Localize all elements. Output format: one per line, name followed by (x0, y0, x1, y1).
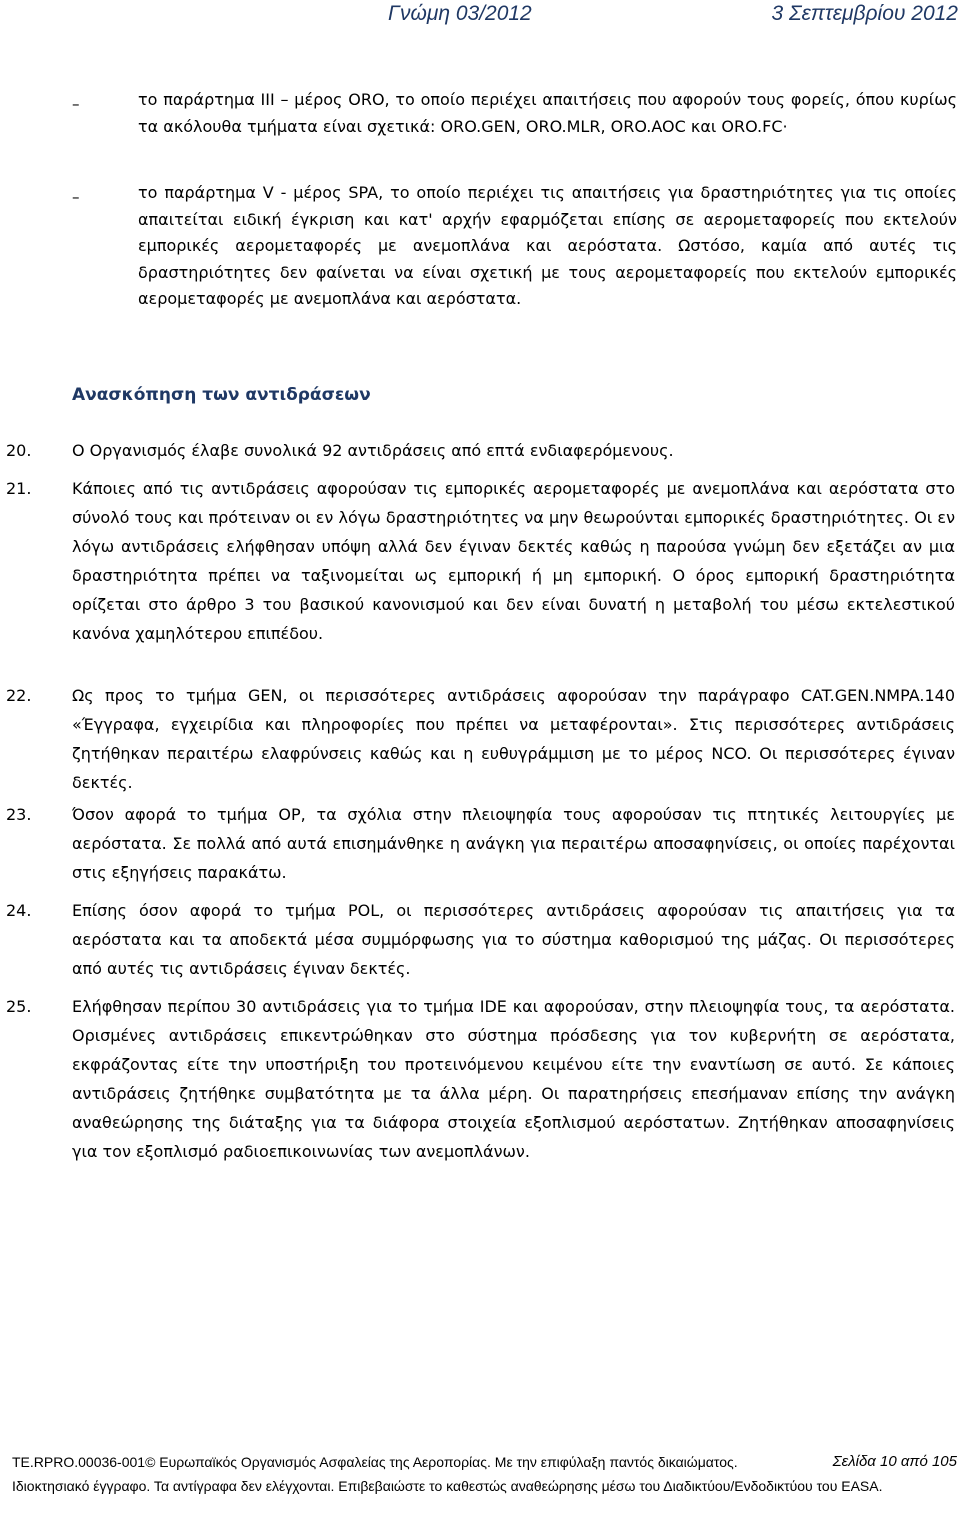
page-footer (12, 1452, 957, 1496)
paragraph-text: Επίσης όσον αφορά το τμήμα POL, οι περισσότερες αντιδράσεις αφορούσαν τις απαιτήσεις για τα αερόστατα και τα αποδεκτά μέσα συμμόρφωσης για το σύστημα καθορισμού της μάζας. Οι περισσότερες από αυτές τις αντιδράσεις έγιναν δεκτές. (72, 901, 956, 978)
paragraph-number: 24. (6, 901, 32, 920)
document-date: 3 Σεπτεμβρίου 2012 (771, 2, 958, 25)
footer-disclaimer: Ιδιοκτησιακό έγγραφο. Τα αντίγραφα δεν ελέγχονται. Επιβεβαιώστε το καθεστώς αναθεώρησης μέσω του Διαδικτύου/Ενδοδικτύου του EASA. (12, 1478, 883, 1494)
bullet-text: το παράρτημα III – μέρος ORO, το οποίο περιέχει απαιτήσεις που αφορούν τους φορείς, όπου κυρίως τα ακόλουθα τμήματα είναι σχετικά: ORO.GEN, ORO.MLR, ORO.AOC και ORO.FC· (138, 90, 957, 136)
page-header (0, 0, 960, 30)
paragraph-text: Όσον αφορά το τμήμα OP, τα σχόλια στην πλειοψηφία τους αφορούσαν τις πτητικές λειτουργίες με αερόστατα. Σε πολλά από αυτά επισημάνθηκε η ανάγκη για περαιτέρω αποσαφηνίσεις, οι οποίες παρέχονται στις εξηγήσεις παρακάτω. (72, 805, 955, 882)
bullet-item (72, 87, 957, 140)
footer-copyright: TE.RPRO.00036-001© Ευρωπαϊκός Οργανισμός Ασφαλείας της Αεροπορίας. Με την επιφύλαξη παντός δικαιώματος. (12, 1454, 738, 1470)
paragraph-number: 21. (6, 479, 32, 498)
dash-marker: – (72, 95, 80, 113)
numbered-paragraph (0, 436, 955, 465)
bullet-text: το παράρτημα V - μέρος SPA, το οποίο περιέχει τις απαιτήσεις για δραστηριότητες για τις οποίες απαιτείται ειδική έγκριση και κατ' αρχήν εφαρμόζεται επίσης σε αερομεταφορείς που εκτελούν εμπορικές αερομεταφορές με ανεμοπλάνα και αερόστατα. Ωστόσο, καμία από αυτές τις δραστηριότητες δεν φαίνεται να είναι σχετική με τους αερομεταφορείς που εκτελούν εμπορικές αερομεταφορές με ανεμοπλάνα και αερόστατα. (138, 183, 957, 308)
numbered-paragraph (0, 800, 955, 887)
paragraph-number: 22. (6, 686, 32, 705)
paragraph-text: Ως προς το τμήμα GEN, οι περισσότερες αντιδράσεις αφορούσαν την παράγραφο CAT.GEN.NMPA.140 «Έγγραφα, εγχειρίδια και πληροφορίες που πρέπει να μεταφέρονται». Στις περισσότερες αντιδράσεις ζητήθηκαν περαιτέρω ελαφρύνσεις καθώς και η ευθυγράμμιση με το μέρος NCO. Οι περισσότερες έγιναν δεκτές. (72, 686, 955, 792)
numbered-paragraph (0, 474, 955, 648)
numbered-paragraph (0, 896, 955, 983)
paragraph-text: Ο Οργανισμός έλαβε συνολικά 92 αντιδράσεις από επτά ενδιαφερόμενους. (72, 441, 674, 460)
numbered-paragraph (0, 681, 955, 797)
paragraph-number: 25. (6, 997, 32, 1016)
paragraph-text: Ελήφθησαν περίπου 30 αντιδράσεις για το τμήμα IDE και αφορούσαν, στην πλειοψηφία τους, τα αερόστατα. Ορισμένες αντιδράσεις επικεντρώθηκαν στο σύστημα πρόσδεσης για τον κυβερνήτη σε αερόστατα, εκφράζοντας είτε την υποστήριξη του προτεινόμενου κειμένου είτε την εναντίωση σε αυτό. Σε κάποιες αντιδράσεις ζητήθηκε συμβατότητα με τα άλλα μέρη. Οι παρατηρήσεις επεσήμαναν επίσης την ανάγκη αναθεώρησης της διάταξης για τα διάφορα στοιχεία εξοπλισμού αερόστατων. Ζητήθηκαν αποσαφηνίσεις για τον εξοπλισμό ραδιοεπικοινωνίας των ανεμοπλάνων. (72, 997, 955, 1161)
bullet-item (72, 180, 957, 313)
section-heading: Ανασκόπηση των αντιδράσεων (72, 385, 371, 405)
paragraph-number: 23. (6, 805, 32, 824)
numbered-paragraph (0, 992, 955, 1166)
paragraph-text: Κάποιες από τις αντιδράσεις αφορούσαν τις εμπορικές αερομεταφορές με ανεμοπλάνα και αερόστατα στο σύνολό τους και πρότειναν οι εν λόγω δραστηριότητες να μην θεωρούνται εμπορικές δραστηριότητες. Οι εν λόγω αντιδράσεις ελήφθησαν υπόψη αλλά δεν έγιναν δεκτές καθώς η παρούσα γνώμη δεν εξετάζει αν μια δραστηριότητα πρέπει να ταξινομείται ως εμπορική ή μη εμπορική. Ο όρος εμπορική δραστηριότητα ορίζεται στο άρθρο 3 του βασικού κανονισμού και δεν είναι δυνατή η μεταβολή του μέσω εκτελεστικού κανόνα χαμηλότερου επιπέδου. (72, 479, 955, 643)
paragraph-number: 20. (6, 441, 32, 460)
dash-marker: – (72, 188, 80, 206)
page-number: Σελίδα 10 από 105 (832, 1453, 957, 1470)
document-reference: Γνώμη 03/2012 (388, 2, 532, 25)
